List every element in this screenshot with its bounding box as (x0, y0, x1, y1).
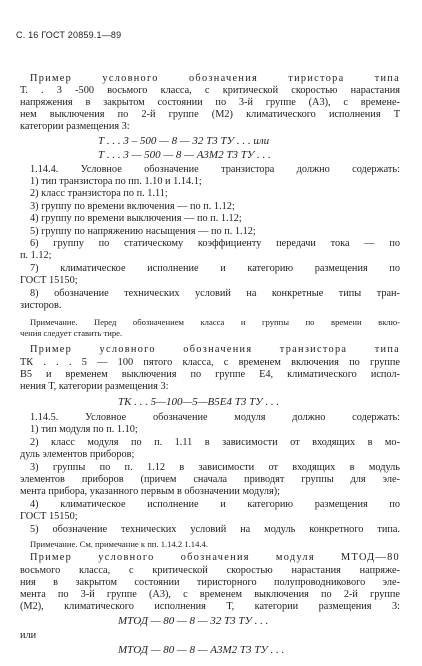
list-item: 4) группу по времени выключения — по п. 1.12; (30, 213, 242, 224)
formula-line: МТОД — 80 — 8 — 32 Т3 ТУ . . . (118, 615, 269, 627)
text-line: дуль элементов приборов; (20, 449, 135, 460)
list-item: 2) класс модуля по п. 1.11 в зависимости от входящих в мо- (30, 437, 400, 448)
list-item: 1) тип транзистора по пп. 1.10 и 1.14.1; (30, 176, 202, 187)
list-item: 5) группу по напряжению насыщения — по п. 1.12; (30, 226, 256, 237)
text-line: элементов приборов (причем сначала приводят группы для эле- (20, 474, 400, 485)
text-line: или (20, 630, 37, 641)
section-1-14-5-heading: 1.14.5. Условное обозначение модуля должно содержать: (30, 412, 400, 423)
list-item: 1) тип модуля по п. 1.10; (30, 424, 138, 435)
text-line: восьмого класса, с критической скоростью нарастания напряже- (20, 565, 400, 576)
text-line: мента прибора, указанного первым в обозначении модуля); (20, 486, 280, 497)
example-title-thyristor: Пример условного обозначения тиристора типа (30, 73, 400, 84)
text-line: В5 и временем выключения по группе Е4, климатического испол- (20, 369, 400, 380)
text-line: зисторов. (20, 300, 62, 311)
text-line: нения Т, категории размещения 3: (20, 381, 169, 392)
note-line: чения следует ставить тире. (20, 328, 123, 338)
page-header: С. 16 ГОСТ 20859.1—89 (16, 30, 122, 40)
text-line: нем выключения по 2-й группе (М2) климатического исполнения Т (20, 109, 400, 120)
formula-line: Т . . . 3 — 500 — 8 — А3М2 Т3 ТУ . . . (98, 149, 271, 161)
text-line: п. 1.12; (20, 250, 52, 261)
note-line: Примечание. См. примечание к пп. 1.14.2 1.14.4. (30, 539, 208, 549)
text-line: категории размещения 3: (20, 121, 130, 132)
list-item: 7) климатическое исполнение и категорию размещения по (30, 263, 400, 274)
list-item: 4) климатическое исполнение и категорию размещения по (30, 499, 400, 510)
list-item: 3) группу по времени включения — по п. 1.12; (30, 201, 235, 212)
note-line: Примечание. Перед обозначением класса и группы по времени вклю- (30, 317, 400, 327)
list-item: 6) группу по статическому коэффициенту передачи тока — по (30, 238, 400, 249)
text-line: Т. . 3 -500 восьмого класса, с критической скоростью нарастания (20, 85, 400, 96)
list-item: 8) обозначение технических условий на конкретные типы тран- (30, 288, 400, 299)
example-title-module: Пример условного обозначения модуля МТОД—80 (30, 552, 400, 563)
text-line: ТК . . . 5 — 100 пятого класса, с временем включения по группе (20, 357, 400, 368)
formula-line: Т . . . 3 – 500 — 8 — 32 Т3 ТУ . . . или (98, 135, 270, 147)
text-line: ГОСТ 15150; (20, 275, 78, 286)
text-line: ния в закрытом состоянии тиристорного полупроводникового эле- (20, 577, 400, 588)
text-line: напряжения в закрытом состоянии по 3-й группе (А3), с времене- (20, 97, 400, 108)
list-item: 3) группы по п. 1.12 в зависимости от входящих в модуль (30, 462, 400, 473)
text-line: ГОСТ 15150; (20, 511, 78, 522)
example-title-transistor: Пример условного обозначения транзистора типа (30, 344, 400, 355)
list-item: 2) класс транзистора по п. 1.11; (30, 188, 168, 199)
text-line: мента по 3-й группе (А3), с временем выключения по 2-й группе (20, 589, 400, 600)
formula-line: МТОД — 80 — 8 — А3М2 Т3 ТУ . . . (118, 644, 285, 656)
section-1-14-4-heading: 1.14.4. Условное обозначение транзистора должно содержать: (30, 164, 400, 175)
formula-line: ТК . . . 5—100—5—В5Е4 Т3 ТУ . . . (118, 396, 280, 408)
text-line: (М2), климатического исполнения Т, категории размещения 3: (20, 601, 400, 612)
list-item: 5) обозначение технических условий на модуль конкретного типа. (30, 524, 400, 535)
